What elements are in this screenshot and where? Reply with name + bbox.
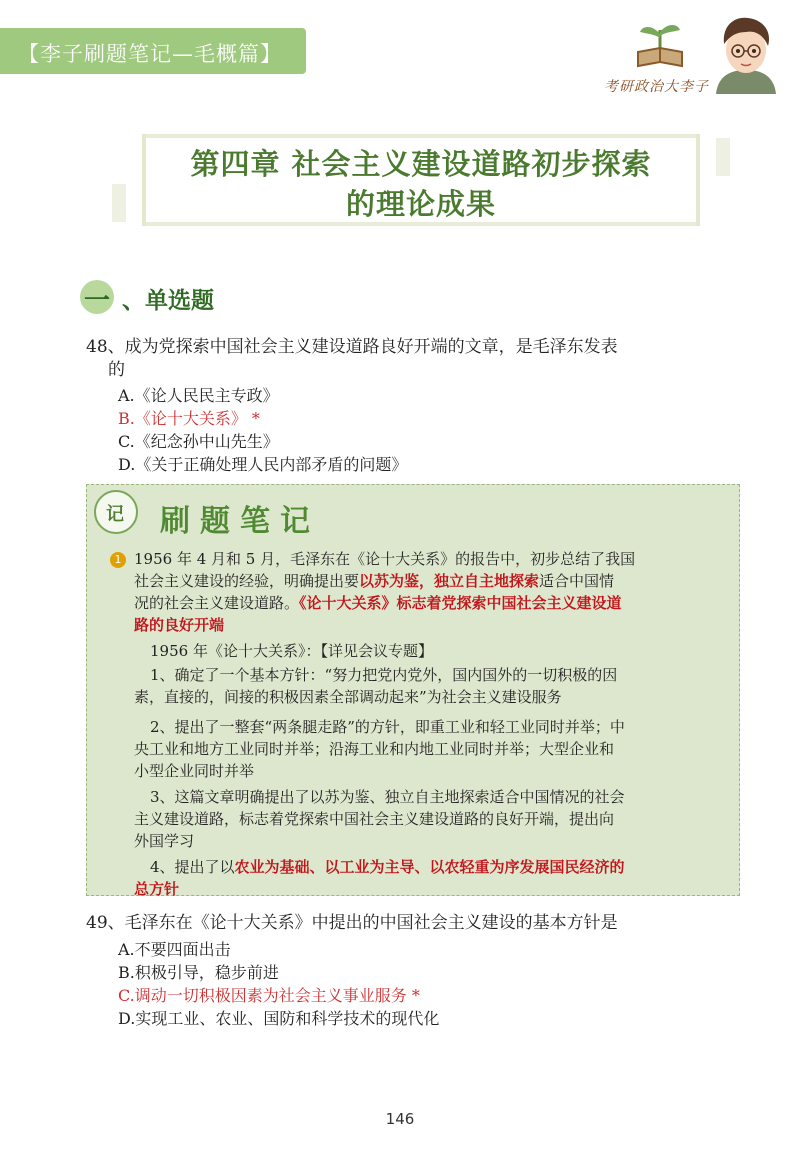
- note-p1-line4: 路的良好开端: [134, 616, 225, 634]
- note-item3-line3: 外国学习: [134, 832, 195, 850]
- note-p1-line2: 社会主义建设的经验，明确提出要以苏为鉴，独立自主地探索适合中国情: [134, 572, 615, 590]
- title-decoration-left: [112, 184, 126, 222]
- section-title: 、单选题: [122, 287, 214, 314]
- note-item4-line1: 4、提出了以农业为基础、以工业为主导、以农轻重为序发展国民经济的: [150, 858, 625, 876]
- chapter-title-line1: 第四章 社会主义建设道路初步探索: [190, 147, 652, 181]
- question-49-option-a: A.不要四面出击: [118, 940, 231, 959]
- note-item1-line1: 1、确定了一个基本方针：“努力把党内党外，国内国外的一切积极的因: [150, 666, 618, 684]
- note-bullet-number: 1: [110, 552, 126, 568]
- note-subtitle: 1956 年《论十大关系》：【详见会议专题】: [150, 642, 433, 660]
- question-48-stem-line2: 的: [108, 360, 125, 380]
- question-48-option-b-answer: B.《论十大关系》 *: [118, 409, 260, 428]
- note-item3-line2: 主义建设道路，标志着党探索中国社会主义建设道路的良好开端，提出向: [134, 810, 615, 828]
- note-item4-line2: 总方针: [134, 880, 180, 898]
- header-tab-label: 【李子刷题笔记—毛概篇】: [18, 42, 282, 66]
- note-p1-line3: 况的社会主义建设道路。《论十大关系》标志着党探索中国社会主义建设道: [134, 594, 622, 612]
- note-item2-line3: 小型企业同时并举: [134, 762, 255, 780]
- note-badge-icon: 记: [94, 490, 138, 534]
- note-item3-line1: 3、这篇文章明确提出了以苏为鉴、独立自主地探索适合中国情况的社会: [150, 788, 625, 806]
- note-p1-line1: 1956 年 4 月和 5 月，毛泽东在《论十大关系》的报告中，初步总结了我国: [134, 550, 636, 568]
- question-49-option-d: D.实现工业、农业、国防和科学技术的现代化: [118, 1009, 440, 1028]
- question-48-stem-line1: 48、成为党探索中国社会主义建设道路良好开端的文章，是毛泽东发表: [86, 337, 618, 357]
- section-number: 一: [84, 286, 111, 316]
- question-48-option-d: D.《关于正确处理人民内部矛盾的问题》: [118, 455, 408, 474]
- question-48-option-c: C.《纪念孙中山先生》: [118, 432, 279, 451]
- avatar: [710, 14, 782, 94]
- brand-text: 考研政治大李子: [604, 79, 709, 95]
- note-title: 刷题笔记: [160, 504, 320, 539]
- page-number: 146: [385, 1110, 415, 1128]
- question-49-option-b: B.积极引导，稳步前进: [118, 963, 279, 982]
- note-item2-line1: 2、提出了一整套“两条腿走路”的方针，即重工业和轻工业同时并举；中: [150, 718, 625, 736]
- question-48-option-a: A.《论人民民主专政》: [118, 386, 279, 405]
- note-item1-line2: 素，直接的，间接的积极因素全部调动起来”为社会主义建设服务: [134, 688, 562, 706]
- chapter-title-line2: 的理论成果: [345, 187, 496, 221]
- question-49-option-c-answer: C.调动一切积极因素为社会主义事业服务 *: [118, 986, 420, 1005]
- header-tab: [0, 28, 306, 74]
- title-decoration-right: [716, 138, 730, 176]
- chapter-title-box: [142, 128, 700, 228]
- sprout-book-logo-icon: [630, 20, 690, 72]
- question-49-stem: 49、毛泽东在《论十大关系》中提出的中国社会主义建设的基本方针是: [86, 913, 618, 933]
- note-item2-line2: 央工业和地方工业同时并举；沿海工业和内地工业同时并举；大型企业和: [134, 740, 615, 758]
